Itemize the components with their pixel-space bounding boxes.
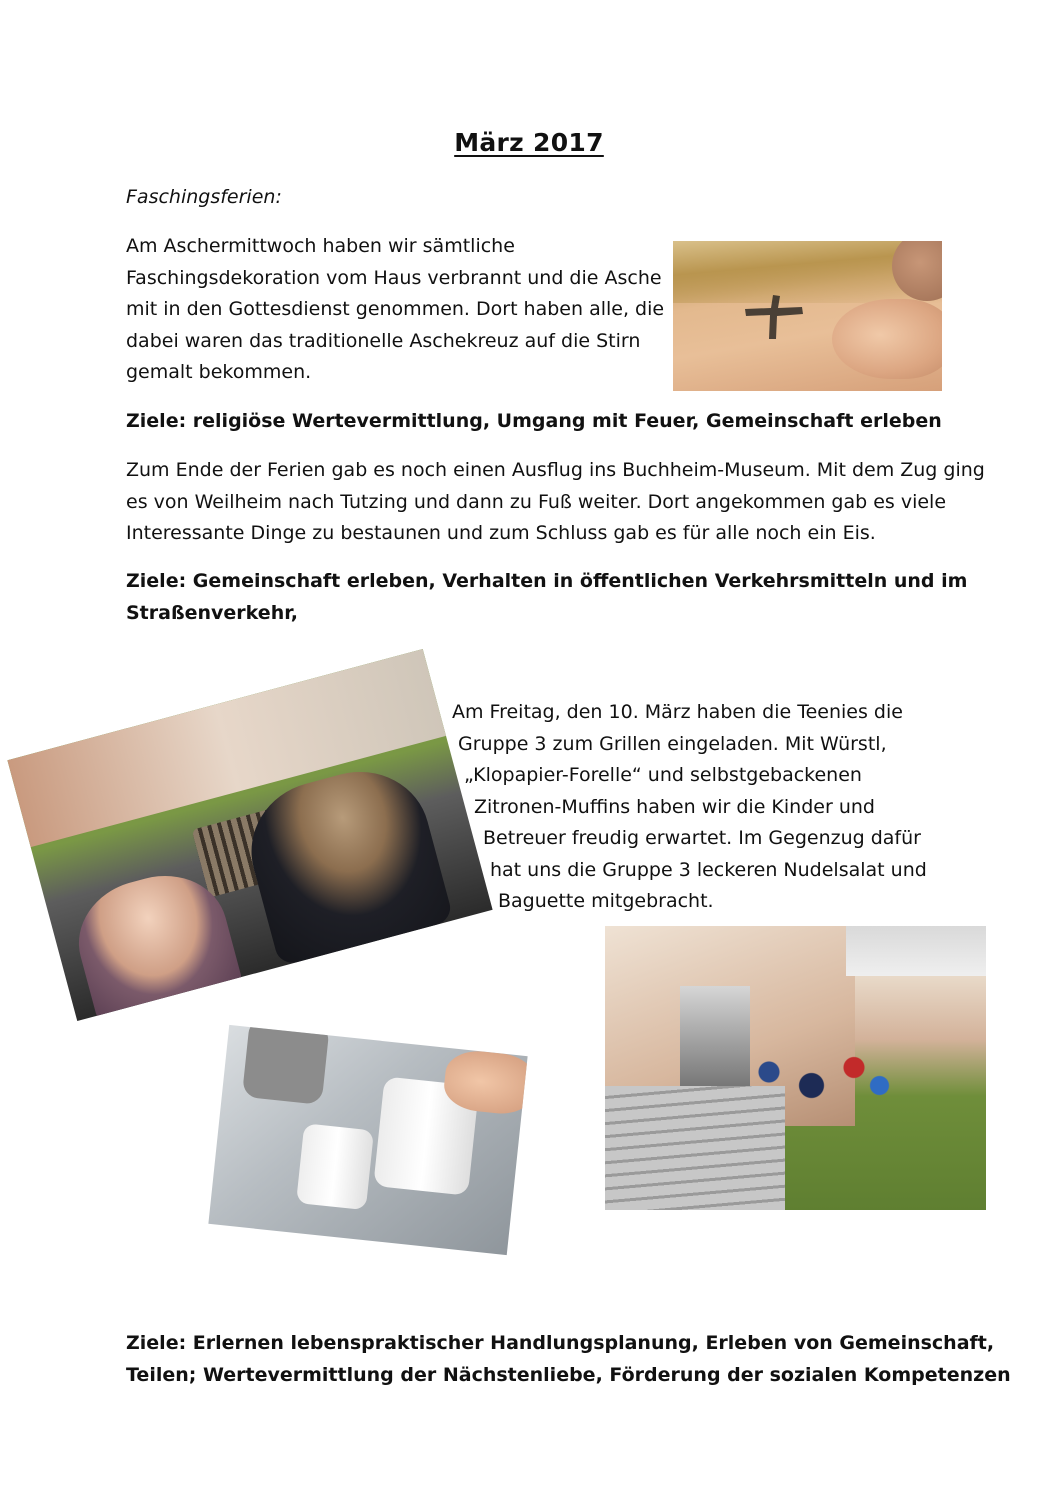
text-line: dabei waren das traditionelle Aschekreuz auf die Stirn [126,329,641,352]
ash-wednesday-paragraph [126,231,664,389]
text-line: Gruppe 3 zum Grillen eingeladen. Mit Würstl, [458,732,887,755]
group-outside-house-photo [605,926,986,1210]
section-subtitle: Faschingsferien: [126,186,282,208]
goal-text: Ziele: religiöse Wertevermittlung, Umgang mit Feuer, Gemeinschaft erleben [126,410,942,432]
museum-trip-paragraph [126,455,985,550]
text-line: Am Aschermittwoch haben wir sämtliche [126,235,515,257]
text-line: Baguette mitgebracht. [498,890,714,912]
text-line: Zitronen-Muffins haben wir die Kinder und [474,795,875,818]
text-line: Interessante Dinge zu bestaunen und zum Schluss gab es für alle noch ein Eis. [126,522,876,544]
text-line: Am Freitag, den 10. März haben die Teenies die [452,701,903,723]
text-line: es von Weilheim nach Tutzing und dann zu Fuß weiter. Dort angekommen gab es viele [126,490,947,513]
goal-text: Ziele: Erlernen lebenspraktischer Handlungsplanung, Erleben von Gemeinschaft, Teilen; Wertevermittlung der Nächstenliebe, Förderung der sozialen Kompetenzen [126,1332,1011,1386]
text-line: mit in den Gottesdienst genommen. Dort haben alle, die [126,298,665,320]
text-line: hat uns die Gruppe 3 leckeren Nudelsalat und [490,858,927,881]
page-title: März 2017 [454,128,604,157]
text-line: Faschingsdekoration vom Haus verbrannt und die Asche [126,266,662,289]
text-line: Zum Ende der Ferien gab es noch einen Ausflug ins Buchheim-Museum. Mit dem Zug ging [126,459,985,481]
text-line: Betreuer freudig erwartet. Im Gegenzug dafür [483,827,921,849]
grill-party-paragraph [452,697,927,918]
grilling-children-photo [7,649,492,1021]
goal-text: Ziele: Gemeinschaft erleben, Verhalten in öffentlichen Verkehrsmitteln und im Straßenverkehr, [126,570,968,624]
text-line: „Klopapier-Forelle“ und selbstgebackenen [464,764,862,786]
toilet-paper-photo [208,1025,527,1255]
ash-cross-photo [673,241,942,391]
text-line: gemalt bekommen. [126,361,312,383]
